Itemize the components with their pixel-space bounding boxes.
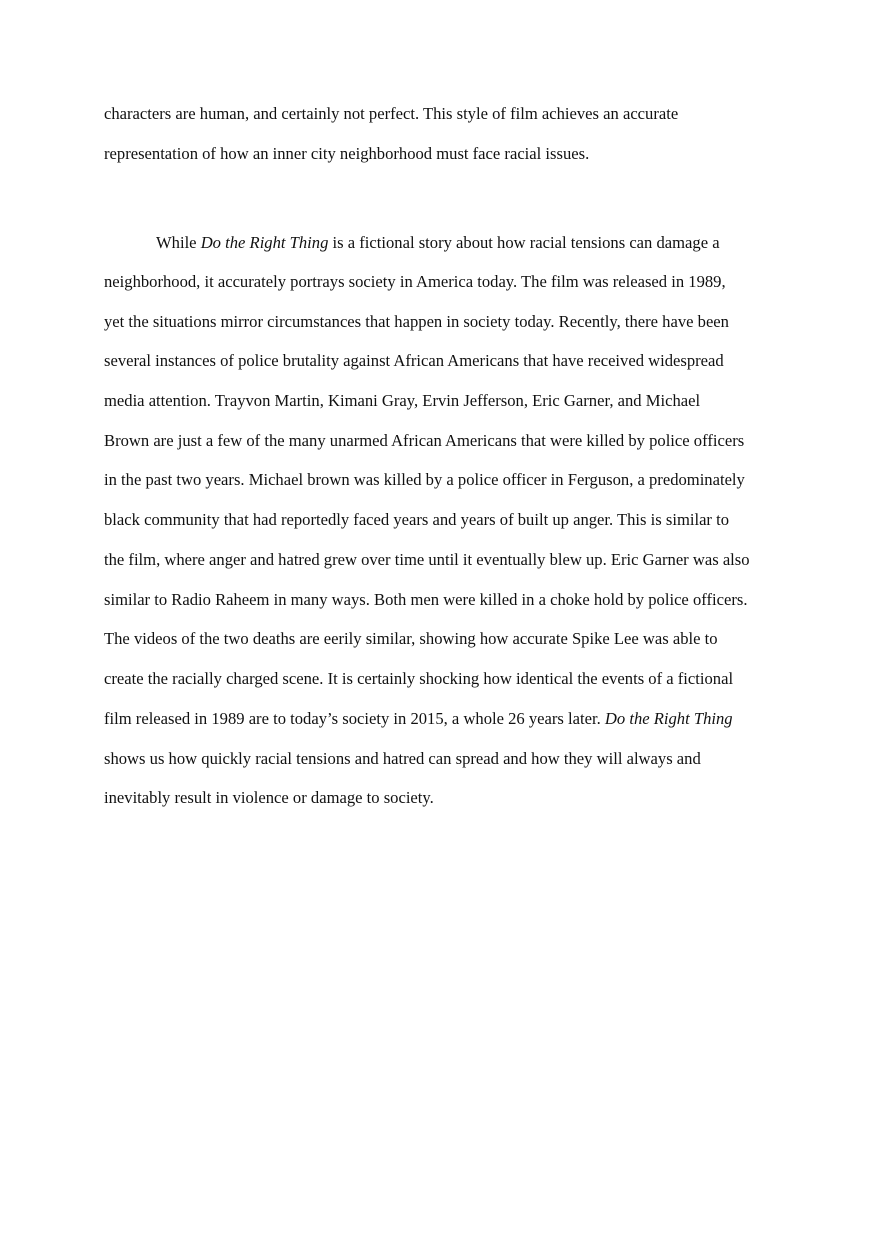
paragraph-line: yet the situations mirror circumstances that happen in society today. Recently, there have been bbox=[104, 312, 729, 331]
paragraph-line: in the past two years. Michael brown was killed by a police officer in Ferguson, a predominately bbox=[104, 470, 745, 489]
paragraph-line: The videos of the two deaths are eerily similar, showing how accurate Spike Lee was able to bbox=[104, 629, 718, 648]
film-title: Do the Right Thing bbox=[200, 233, 329, 252]
text-segment: is a fictional story about how racial tensions can damage a bbox=[328, 233, 720, 252]
paragraph-line: the film, where anger and hatred grew over time until it eventually blew up. Eric Garner was also bbox=[104, 550, 750, 569]
text-segment: While bbox=[156, 233, 201, 252]
paragraph-line: characters are human, and certainly not perfect. This style of film achieves an accurate bbox=[104, 104, 679, 123]
paragraph-line: similar to Radio Raheem in many ways. Both men were killed in a choke hold by police officers. bbox=[104, 590, 748, 609]
paragraph-line: several instances of police brutality against African Americans that have received widespread bbox=[104, 351, 724, 370]
film-title: Do the Right Thing bbox=[604, 709, 733, 728]
paragraph-line: neighborhood, it accurately portrays society in America today. The film was released in 1989, bbox=[104, 272, 726, 291]
text-segment: film released in 1989 are to today’s society in 2015, a whole 26 years later. bbox=[104, 709, 605, 728]
paragraph-line: inevitably result in violence or damage to society. bbox=[104, 788, 434, 807]
paragraph-line: create the racially charged scene. It is certainly shocking how identical the events of a fictional bbox=[104, 669, 734, 688]
paragraph-line: representation of how an inner city neighborhood must face racial issues. bbox=[104, 144, 590, 163]
paragraph-line bbox=[104, 709, 733, 729]
paragraph-line bbox=[156, 233, 720, 253]
paragraph-line: black community that had reportedly faced years and years of built up anger. This is similar to bbox=[104, 510, 730, 529]
paragraph-line: Brown are just a few of the many unarmed African Americans that were killed by police officers bbox=[104, 431, 745, 450]
paragraph-line: shows us how quickly racial tensions and hatred can spread and how they will always and bbox=[104, 749, 701, 768]
paragraph-line: media attention. Trayvon Martin, Kimani Gray, Ervin Jefferson, Eric Garner, and Michael bbox=[104, 391, 701, 410]
